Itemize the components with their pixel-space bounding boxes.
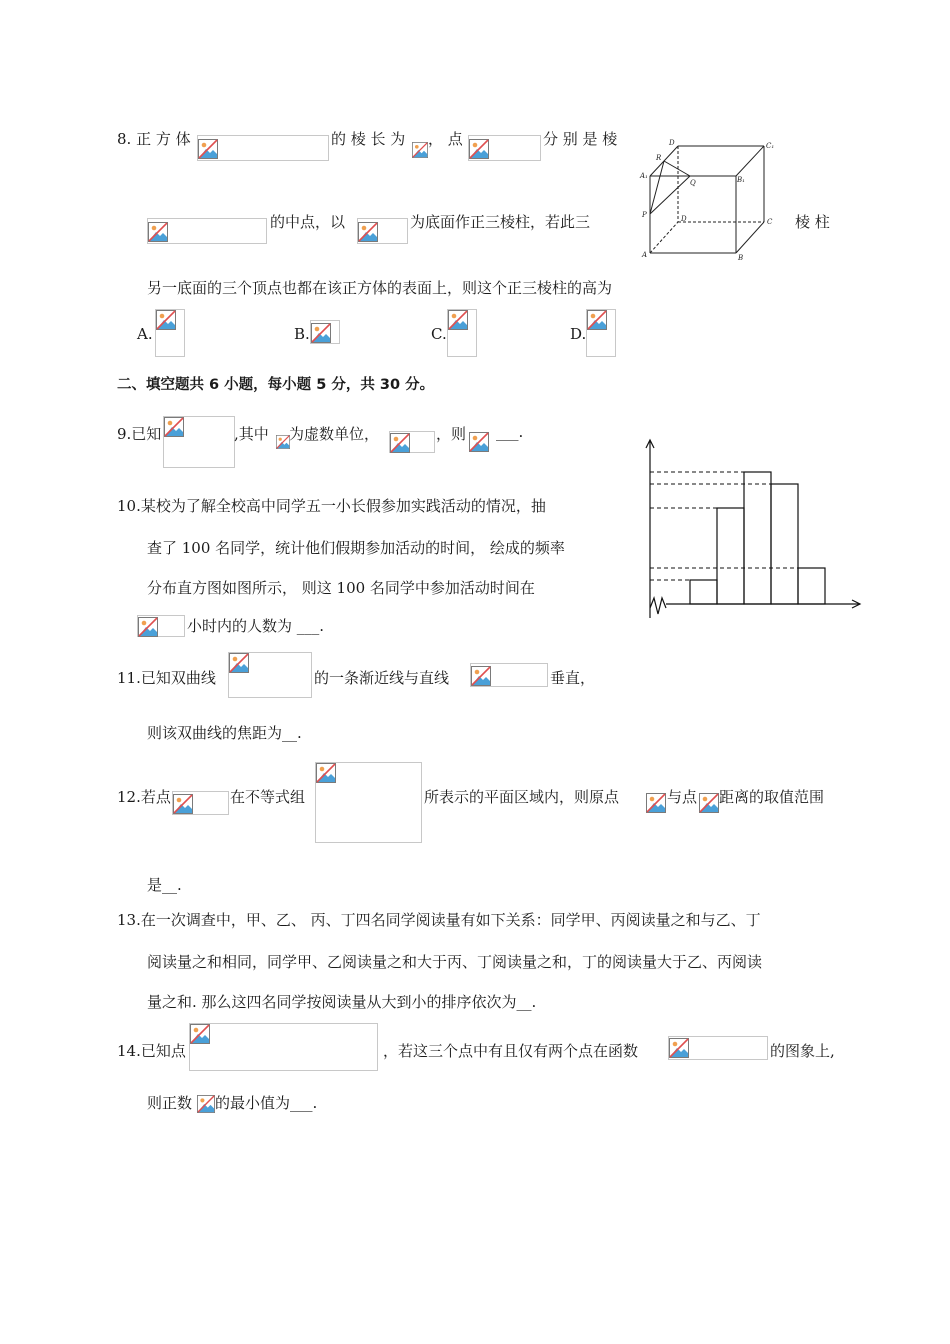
q11-text-1: 11.已知双曲线 xyxy=(117,669,216,687)
broken-image-icon xyxy=(469,139,489,159)
broken-image-icon xyxy=(412,142,428,158)
q8-text-8: 另一底面的三个顶点也都在该正方体的表面上，则这个正三棱柱的高为 xyxy=(147,279,613,297)
q8-text-3: ， 点 xyxy=(428,130,463,148)
q11-text-4: 则该双曲线的焦距为__. xyxy=(147,724,302,742)
broken-image-icon xyxy=(138,617,158,637)
q11-text-2: 的一条渐近线与直线 xyxy=(314,669,450,687)
option-d-image xyxy=(586,309,616,357)
histogram-bar xyxy=(717,508,744,604)
option-c-label: C. xyxy=(431,325,447,343)
formula-image xyxy=(228,652,312,698)
formula-image xyxy=(646,793,666,813)
formula-image xyxy=(172,791,229,815)
figure-label: C xyxy=(767,218,773,226)
broken-image-icon xyxy=(358,222,378,242)
option-d-label: D. xyxy=(570,325,587,343)
formula-image xyxy=(357,218,408,244)
broken-image-icon xyxy=(156,310,176,330)
figure-label: A₁ xyxy=(640,172,648,180)
broken-image-icon xyxy=(229,653,249,673)
broken-image-icon xyxy=(148,222,168,242)
option-a-label: A. xyxy=(137,325,153,343)
q14-text-2: ，若这三个点中有且仅有两个点在函数 xyxy=(383,1042,639,1060)
option-b-label: B. xyxy=(294,325,310,343)
figure-label: D xyxy=(681,215,687,223)
broken-image-icon xyxy=(316,763,336,783)
q8-text-6: 为底面作正三棱柱，若此三 xyxy=(410,213,591,231)
q8-text-7: 棱 柱 xyxy=(795,213,830,231)
q12-text-5: 距离的取值范围 xyxy=(719,788,825,806)
q10-text-1: 10.某校为了解全校高中同学五一小长假参加实践活动的情况，抽 xyxy=(117,497,546,515)
q8-text-1: 8. 正 方 体 xyxy=(117,130,191,148)
figure-label: D xyxy=(669,139,675,147)
section-heading: 二、填空题共 6 小题，每小题 5 分，共 30 分。 xyxy=(117,377,435,393)
histogram-bar xyxy=(798,568,825,604)
figure-label: A xyxy=(642,251,648,259)
formula-image xyxy=(197,1095,215,1113)
histogram-bar xyxy=(771,484,798,604)
figure-label: C₁ xyxy=(766,142,775,150)
broken-image-icon xyxy=(173,794,193,814)
formula-image xyxy=(668,1036,768,1060)
q14-text-4: 则正数 xyxy=(147,1094,193,1112)
q9-text-1: 9.已知 xyxy=(117,425,162,443)
q14-text-5: 的最小值为___. xyxy=(215,1094,318,1112)
figure-label: R xyxy=(656,154,662,162)
formula-image xyxy=(147,218,267,244)
q10-text-3: 分布直方图如图所示， 则这 100 名同学中参加活动时间在 xyxy=(147,579,535,597)
formula-image xyxy=(470,663,548,687)
broken-image-icon xyxy=(197,1095,215,1113)
q9-text-4: ，则 xyxy=(436,425,467,443)
broken-image-icon xyxy=(164,417,184,437)
q13-text-2: 阅读量之和相同，同学甲、乙阅读量之和大于丙、丁阅读量之和，丁的阅读量大于乙、丙阅读 xyxy=(147,953,763,971)
q14-text-1: 14.已知点 xyxy=(117,1042,186,1060)
formula-image xyxy=(189,1023,378,1071)
figure-label: Q xyxy=(690,179,696,187)
cube-figure xyxy=(636,136,778,262)
broken-image-icon xyxy=(699,793,719,813)
broken-image-icon xyxy=(587,310,607,330)
figure-label: B₁ xyxy=(737,176,745,184)
q10-text-4: 小时内的人数为 ___. xyxy=(187,617,325,635)
frequency-histogram xyxy=(640,436,864,620)
q12-text-6: 是__. xyxy=(147,876,182,894)
broken-image-icon xyxy=(390,433,410,453)
q13-text-1: 13.在一次调查中，甲、乙、 丙、丁四名同学阅读量有如下关系：同学甲、丙阅读量之和与乙、丁 xyxy=(117,911,761,929)
formula-image xyxy=(163,416,235,468)
q8-text-5: 的中点，以 xyxy=(270,213,346,231)
q12-text-4: 与点 xyxy=(667,788,698,806)
formula-image xyxy=(389,431,435,453)
q9-text-3: 为虚数单位， xyxy=(289,425,380,443)
q12-text-3: 所表示的平面区域内，则原点 xyxy=(424,788,620,806)
q12-text-2: 在不等式组 xyxy=(230,788,306,806)
broken-image-icon xyxy=(469,432,489,452)
broken-image-icon xyxy=(311,323,331,343)
broken-image-icon xyxy=(190,1024,210,1044)
broken-image-icon xyxy=(198,139,218,159)
q8-text-2: 的 棱 长 为 xyxy=(331,130,406,148)
histogram-bar xyxy=(690,580,717,604)
formula-image xyxy=(699,793,719,813)
formula-image xyxy=(412,138,428,160)
formula-image xyxy=(315,762,422,843)
broken-image-icon xyxy=(646,793,666,813)
formula-image xyxy=(468,135,541,161)
formula-image xyxy=(276,432,290,452)
q9-text-2: ,其中 xyxy=(234,425,269,443)
broken-image-icon xyxy=(471,666,491,686)
broken-image-icon xyxy=(448,310,468,330)
figure-label: P xyxy=(642,211,647,219)
q8-text-4: 分 别 是 棱 xyxy=(543,130,618,148)
option-a-image xyxy=(155,309,185,357)
formula-image xyxy=(469,432,495,452)
q12-text-1: 12.若点 xyxy=(117,788,171,806)
option-b-image xyxy=(310,320,340,344)
broken-image-icon xyxy=(669,1038,689,1058)
axis-break xyxy=(650,598,666,614)
formula-image xyxy=(137,615,185,637)
q10-text-2: 查了 100 名同学，统计他们假期参加活动的时间， 绘成的频率 xyxy=(147,539,565,557)
q9-text-5: ___. xyxy=(496,423,524,441)
figure-label: B xyxy=(738,254,744,262)
option-c-image xyxy=(447,309,477,357)
q11-text-3: 垂直， xyxy=(550,669,596,687)
q14-text-3: 的图象上, xyxy=(770,1042,835,1060)
broken-image-icon xyxy=(276,434,290,450)
q13-text-3: 量之和. 那么这四名同学按阅读量从大到小的排序依次为__. xyxy=(147,993,537,1011)
histogram-bar xyxy=(744,472,771,604)
formula-image xyxy=(197,135,329,161)
